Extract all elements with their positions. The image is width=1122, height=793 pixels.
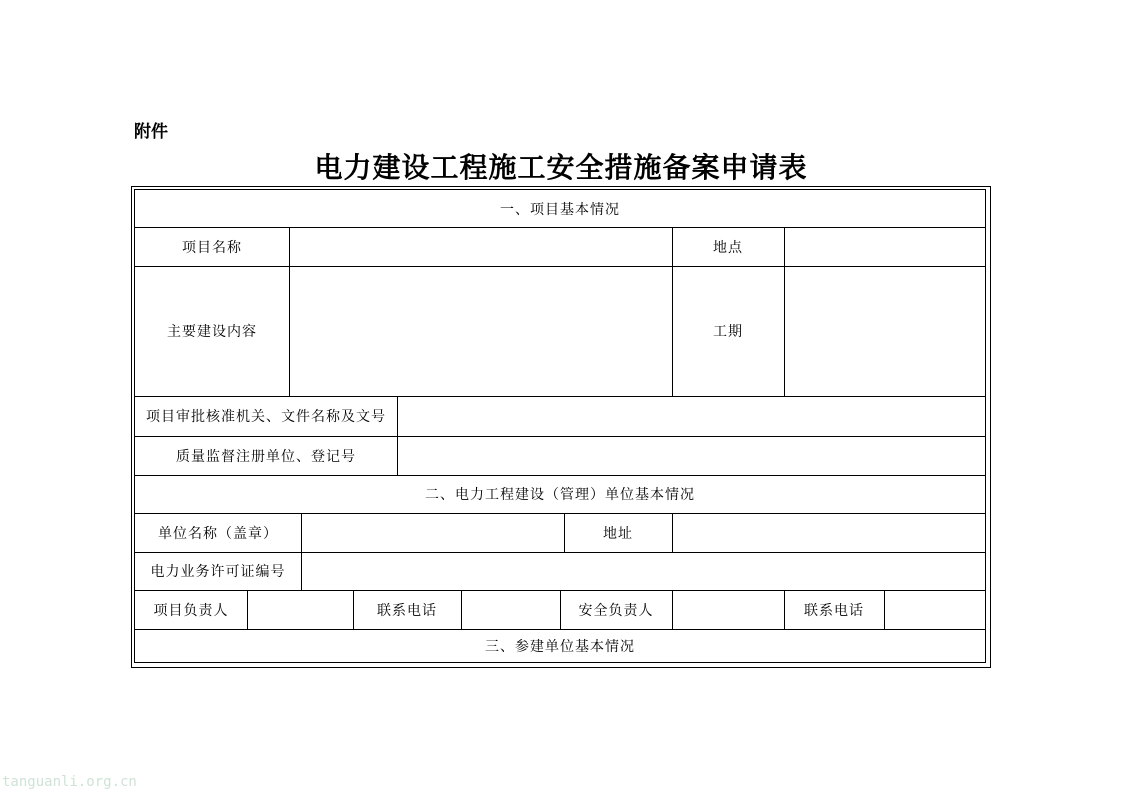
location-label: 地点	[713, 239, 743, 256]
contact-phone-label-2: 联系电话	[804, 602, 864, 619]
attachment-label: 附件	[134, 122, 168, 142]
main-content-field[interactable]	[290, 266, 672, 396]
form-table	[134, 189, 986, 663]
address-label: 地址	[603, 525, 633, 542]
duration-label: 工期	[713, 324, 743, 340]
duration-field[interactable]	[785, 266, 985, 396]
safety-leader-label: 安全负责人	[578, 602, 654, 619]
contact-phone-label: 联系电话	[377, 602, 437, 619]
address-field[interactable]	[673, 513, 985, 552]
project-leader-label: 项目负责人	[153, 602, 229, 619]
unit-name-field[interactable]	[302, 513, 564, 552]
quality-supervision-label: 质量监督注册单位、登记号	[176, 448, 356, 465]
section-header-project-info: 一、项目基本情况	[500, 201, 620, 218]
watermark: tanguanli.org.cn	[2, 774, 137, 790]
section-header-construction-unit: 二、电力工程建设（管理）单位基本情况	[425, 487, 695, 503]
section-header-participating-units: 三、参建单位基本情况	[485, 638, 635, 655]
unit-name-label: 单位名称（盖章）	[158, 525, 278, 542]
approval-label: 项目审批核准机关、文件名称及文号	[146, 409, 386, 425]
safety-leader-field[interactable]	[673, 590, 784, 629]
project-leader-field[interactable]	[248, 590, 353, 629]
project-name-label: 项目名称	[182, 239, 242, 256]
license-number-field[interactable]	[302, 552, 985, 590]
form-table-frame	[131, 186, 991, 668]
approval-field[interactable]	[398, 396, 985, 436]
contact-phone-field[interactable]	[462, 590, 560, 629]
contact-phone-field-2[interactable]	[885, 590, 985, 629]
license-number-label: 电力业务许可证编号	[150, 564, 286, 580]
main-content-label: 主要建设内容	[167, 324, 257, 340]
quality-supervision-field[interactable]	[398, 436, 985, 475]
project-name-field[interactable]	[290, 227, 672, 266]
page-title: 电力建设工程施工安全措施备案申请表	[314, 151, 808, 184]
location-field[interactable]	[785, 227, 985, 266]
